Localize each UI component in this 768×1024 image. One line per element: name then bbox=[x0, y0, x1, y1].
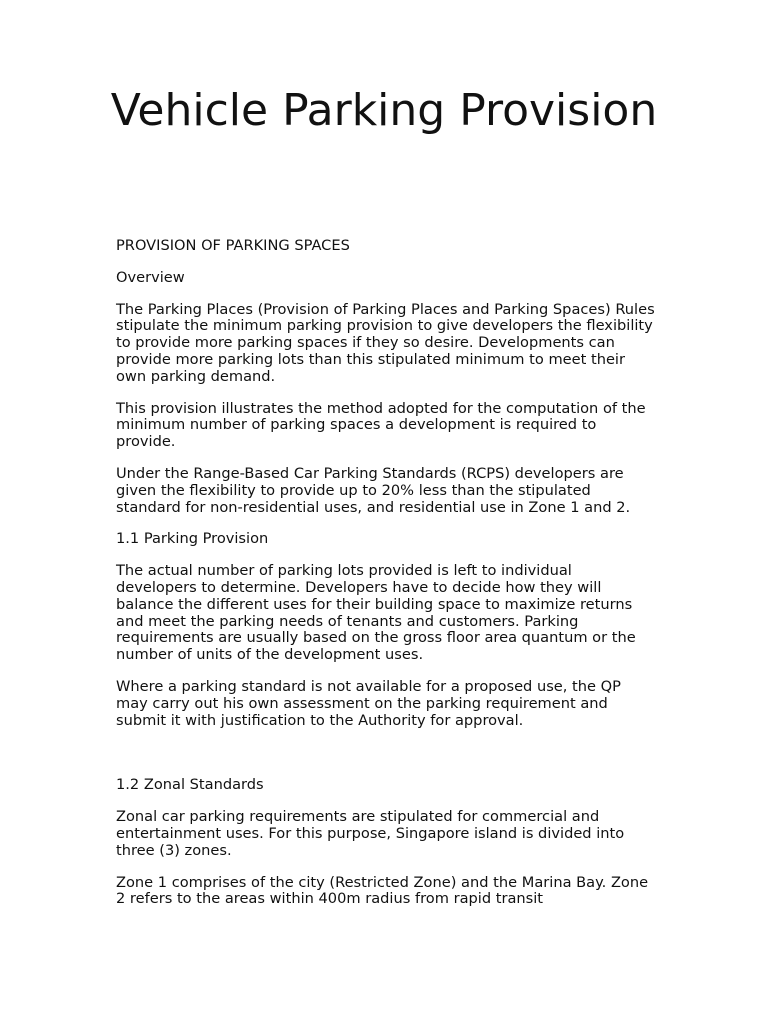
overview-paragraph: This provision illustrates the method adopted for the computation of the minimum number of parking spaces a development is required to provide. bbox=[116, 399, 646, 451]
zonal-standards-heading: 1.2 Zonal Standards bbox=[116, 776, 264, 794]
overview-paragraph: The Parking Places (Provision of Parking Places and Parking Spaces) Rules stipulate the minimum parking provision to give developers the flexibility to provide more parking spaces if they so desire. Developments can provide more parking lots than this stipulated minimum to meet their own parking demand. bbox=[116, 300, 655, 385]
document-title: Vehicle Parking Provision bbox=[110, 85, 658, 136]
parking-provision-paragraph: The actual number of parking lots provided is left to individual developers to determine. Developers have to decide how they will balance the different uses for their building space to maximize returns and meet the parking needs of tenants and customers. Parking requirements are usually based on the gross floor area quantum or the number of units of the development uses. bbox=[116, 562, 636, 664]
parking-provision-heading: 1.1 Parking Provision bbox=[116, 530, 269, 548]
zonal-standards-paragraph: Zonal car parking requirements are stipulated for commercial and entertainment uses. For this purpose, Singapore island is divided into three (3) zones. bbox=[116, 808, 625, 859]
section-heading: PROVISION OF PARKING SPACES bbox=[116, 237, 350, 254]
overview-heading: Overview bbox=[116, 268, 185, 286]
document-body bbox=[116, 238, 656, 923]
parking-provision-paragraph: Where a parking standard is not available for a proposed use, the QP may carry out his own assessment on the parking requirement and submit it with justification to the Authority for approval. bbox=[116, 677, 621, 729]
zonal-standards-paragraph: Zone 1 comprises of the city (Restricted Zone) and the Marina Bay. Zone 2 refers to the areas within 400m radius from rapid transit bbox=[116, 873, 649, 908]
overview-paragraph: Under the Range-Based Car Parking Standards (RCPS) developers are given the flexibility to provide up to 20% less than the stipulated standard for non-residential uses, and residential use in Zone 1 and 2. bbox=[116, 464, 631, 516]
